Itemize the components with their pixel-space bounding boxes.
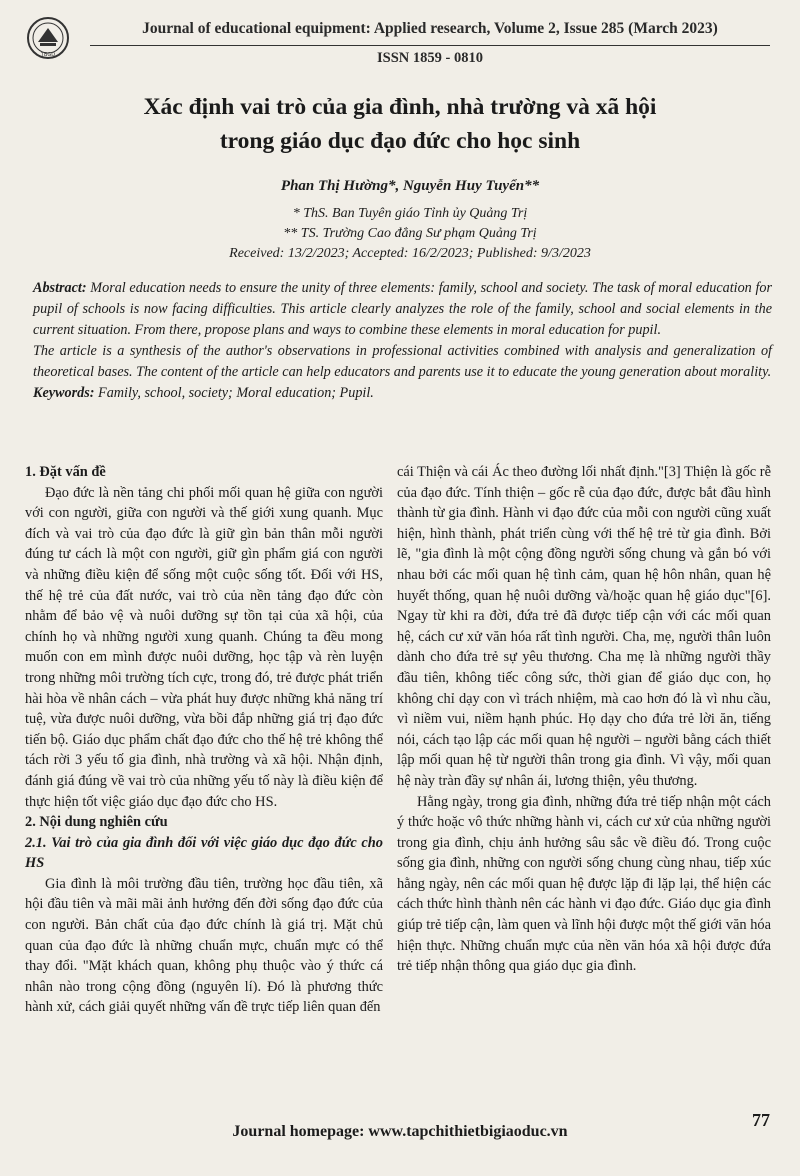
- issn: ISSN 1859 - 0810: [377, 50, 483, 66]
- paragraph: Hằng ngày, trong gia đình, những đứa trẻ tiếp nhận một cách ý thức hoặc vô thức những hành vi, cách cư xử của những người trong gia đình, chịu ảnh hưởng sâu sắc về điều đó. Trong cuộc sống gia đình, những con người sống chung cùng nhau, tiếp xúc hằng ngày, nên các mối quan hệ được lặp đi lặp lại, thể hiện các cách thức hình thành nên các hành vi đạo đức. Giáo dục gia đình giúp trẻ tiếp cận, làm quen và lĩnh hội được một thế giới văn hóa hiện thực. Những chuẩn mực của nền văn hóa xã hội được đứa trẻ tiếp nhận thông qua giáo dục gia đình.: [397, 793, 771, 975]
- page-number: 77: [752, 1110, 770, 1130]
- header-rule: [90, 45, 770, 46]
- abstract-p1: [33, 278, 772, 341]
- right-column: [397, 462, 771, 977]
- title-line-2: trong giáo dục đạo đức cho học sinh: [219, 128, 581, 154]
- paragraph: Gia đình là môi trường đầu tiên, trường học đầu tiên, xã hội đầu tiên và mãi mãi ảnh hưởng đến đời sống đạo đức của con người. Bản chất của đạo đức chính là giá trị. Mặt chủ quan của đạo đức là những chuẩn mực, chuẩn mực có thể thay đổi. "Mặt khách quan, không phụ thuộc vào ý thức cá nhân nào trong cộng đồng (nguyên lí). Đó là phương thức hành xử, cách giải quyết những vấn đề trực tiếp liên quan đến: [25, 875, 383, 1016]
- keywords-text: Family, school, society; Moral education; Pupil.: [98, 385, 374, 401]
- left-column: [25, 462, 383, 1018]
- authors: Phan Thị Hường*, Nguyễn Huy Tuyển**: [280, 178, 540, 194]
- paragraph: cái Thiện và cái Ác theo đường lối nhất định."[3] Thiện là gốc rễ của đạo đức. Tính thiện – gốc rễ của đạo đức, được bắt đầu hình thành từ gia đình. Hành vi đạo đức của mỗi con người cũng xuất hiện, hình thành, phát triển cùng với thế hệ trẻ từ gia đình. Bởi lẽ, "gia đình là một cộng đồng người sống chung và gắn bó với nhau bởi các mối quan hệ tình cảm, quan hệ hôn nhân, quan hệ huyết thống, quan hệ nuôi dưỡng và/hoặc quan hệ giáo dục"[6]. Ngay từ khi ra đời, đứa trẻ đã được tiếp cận với các mối quan hệ, cách cư xử văn hóa rất tình người. Cha, mẹ, người thân luôn dành cho đứa trẻ sự yêu thương. Cha mẹ là những người thầy đầu tiên, không tiếc công sức, thời gian để giáo dục con, họ không chỉ dạy con vì trách nhiệm, mà cao hơn đó là vì nhu cầu, vì niềm vui, niềm hạnh phúc. Họ dạy cho đứa trẻ lời ăn, tiếng nói, cách tạo lập các mối quan hệ người – người bằng cách thiết lập mối quan hệ từ người thân trong gia đình. Vì vậy, mối quan hệ này tràn đầy sự nhân ái, lương thiện, yêu thương.: [397, 464, 771, 789]
- abstract-text-1: Moral education needs to ensure the unity of three elements: family, school and society. The task of moral education for pupil of schools is now facing difficulties. This article clearly analyzes the role of the family, school and social elements in the current situation. From there, propose plans and ways to combine these elements in moral education for pupil.: [33, 280, 772, 338]
- affiliation-2: ** TS. Trường Cao đẳng Sư phạm Quảng Trị: [283, 226, 537, 241]
- affiliation-1: * ThS. Ban Tuyên giáo Tỉnh ủy Quảng Trị: [292, 206, 528, 221]
- article-title: [60, 90, 740, 158]
- abstract-p2: The article is a synthesis of the author's observations in professional activities combined with analysis and generalization of theoretical bases. The content of the article can help educators and parents use it to educate the young generation about morality.: [33, 343, 772, 380]
- journal-header: Journal of educational equipment: Applied research, Volume 2, Issue 285 (March 2023): [142, 20, 718, 37]
- logo-text: TBGD: [40, 52, 56, 58]
- section-heading-1: 1. Đặt vấn đề: [25, 464, 106, 480]
- subsection-heading-2-1: 2.1. Vai trò của gia đình đối với việc giáo dục đạo đức cho HS: [25, 834, 383, 872]
- keywords: [33, 383, 772, 404]
- title-line-1: Xác định vai trò của gia đình, nhà trường và xã hội: [143, 94, 657, 120]
- paragraph: Đạo đức là nền tảng chi phối mối quan hệ giữa con người với con người, giữa con người và thế giới xung quanh. Mục đích và vai trò của đạo đức là giữ gìn bản thân mỗi người đúng tư cách là một con người, giữ gìn phẩm giá con người và những điều kiện để sống một cuộc sống tốt. Đối với HS, thế hệ trẻ của đất nước, vai trò của nền tảng đạo đức còn nhằm để bảo vệ và nuôi dưỡng sự tồn tại của xã hội, của chính họ và những người xung quanh. Chúng ta đều mong muốn con em mình được nuôi dưỡng, học tập và rèn luyện trong những môi trường tích cực, trong đó, trẻ được phát triển hài hòa về nhân cách – vừa phát huy được những khả năng trí tuệ, vừa được nuôi dưỡng, vừa bồi đắp những giá trị đạo đức tiến bộ. Giáo dục phẩm chất đạo đức cho thế hệ trẻ không thể tách rời 3 yếu tố gia đình, nhà trường và xã hội. Nhận định, đánh giá đúng về vai trò của những yếu tố này là điều kiện để thực hiện tốt việc giáo dục đạo đức cho HS.: [25, 484, 383, 810]
- keywords-label: Keywords:: [33, 385, 95, 401]
- abstract-label: Abstract:: [33, 280, 87, 296]
- publication-dates: Received: 13/2/2023; Accepted: 16/2/2023; Published: 9/3/2023: [229, 246, 591, 261]
- abstract: [33, 278, 772, 404]
- journal-homepage: Journal homepage: www.tapchithietbigiaoduc.vn: [232, 1123, 568, 1140]
- section-heading-2: 2. Nội dung nghiên cứu: [25, 814, 168, 831]
